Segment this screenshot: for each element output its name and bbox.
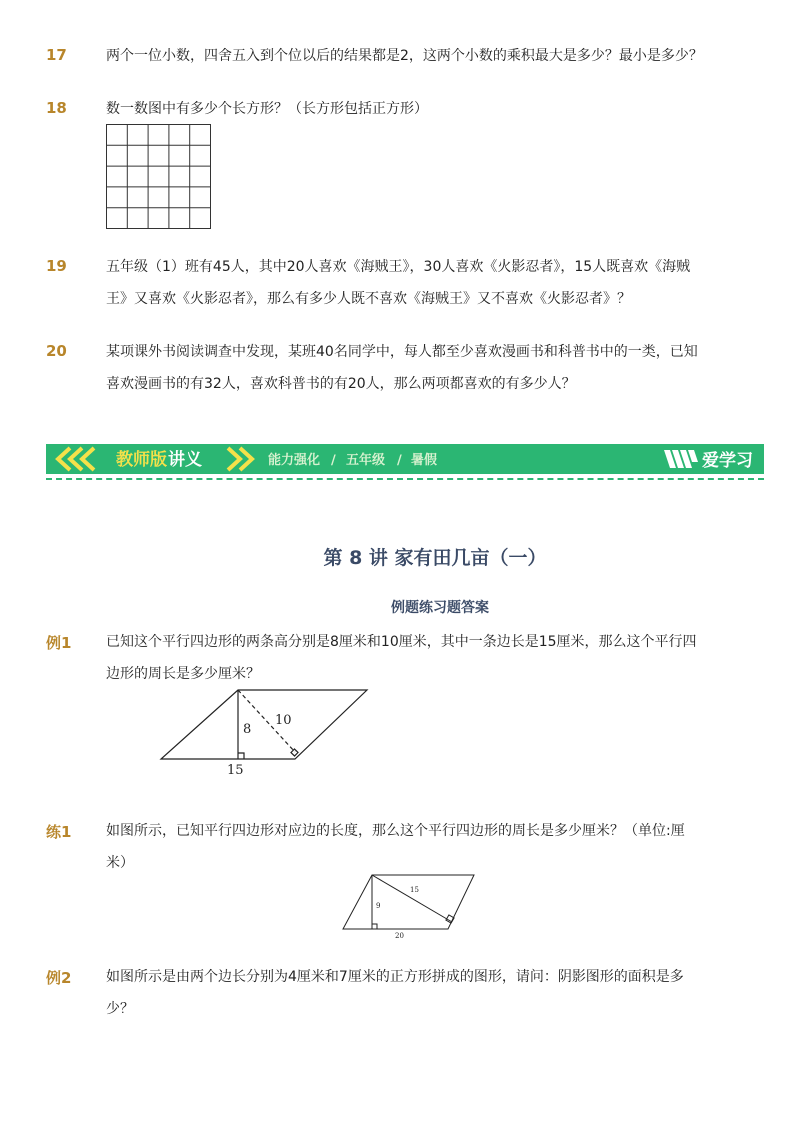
diagonal-label: 15	[410, 886, 419, 894]
breadcrumb-separator: /	[331, 453, 336, 468]
text-line: 某项课外书阅读调查中发现，某班40名同学中，每人都至少喜欢漫画书和科普书中的一类，已知	[106, 344, 698, 360]
breadcrumb-ability: 能力强化	[268, 453, 321, 468]
example-label: 例1	[46, 634, 72, 652]
text-line: 少？	[106, 1001, 134, 1017]
example-text	[106, 626, 736, 690]
problem-number: 20	[46, 342, 67, 360]
grid-figure	[106, 124, 212, 230]
problem-text	[106, 251, 736, 315]
banner-title-b: 讲义	[168, 450, 202, 470]
text-line: 已知这个平行四边形的两条高分别是8厘米和10厘米，其中一条边长是15厘米，那么这个平行四	[106, 634, 697, 650]
example-label: 例2	[46, 969, 72, 987]
parallelogram-figure-2	[340, 872, 480, 942]
problem-text	[106, 336, 736, 400]
height-label: 9	[376, 902, 381, 910]
text-line: 如图所示是由两个边长分别为4厘米和7厘米的正方形拼成的图形，请问：阴影图形的面积是多	[106, 969, 684, 985]
text-line: 边形的周长是多少厘米？	[106, 666, 260, 682]
lecture-title: 第 8 讲 家有田几亩（一）	[323, 547, 547, 569]
base-label: 15	[227, 763, 244, 778]
height-label: 8	[243, 722, 252, 737]
parallelogram-figure-1	[155, 686, 375, 778]
breadcrumb-season: 暑假	[411, 453, 438, 468]
text-line: 五年级（1）班有45人，其中20人喜欢《海贼王》，30人喜欢《火影忍者》，15人既喜欢《海贼	[106, 259, 691, 275]
problem-text: 两个一位小数，四舍五入到个位以后的结果都是2，这两个小数的乘积最大是多少？最小是多少？	[106, 48, 703, 64]
breadcrumb-grade: 五年级	[346, 453, 386, 468]
text-line: 米）	[106, 855, 134, 871]
problem-number: 19	[46, 257, 67, 275]
base-label: 20	[395, 932, 404, 940]
example-text	[106, 961, 736, 1025]
banner-divider	[46, 478, 764, 480]
problem-number: 18	[46, 99, 67, 117]
practice-text	[106, 815, 736, 879]
section-title: 例题练习题答案	[391, 600, 489, 616]
breadcrumb-separator: /	[397, 453, 402, 468]
banner-title-a: 教师版	[116, 450, 167, 470]
height-label: 10	[275, 713, 292, 728]
text-line: 如图所示，已知平行四边形对应边的长度，那么这个平行四边形的周长是多少厘米？（单位:厘	[106, 823, 685, 839]
problem-text: 数一数图中有多少个长方形？（长方形包括正方形）	[106, 101, 428, 117]
text-line: 王》又喜欢《火影忍者》，那么有多少人既不喜欢《海贼王》又不喜欢《火影忍者》？	[106, 291, 631, 307]
problem-number: 17	[46, 46, 67, 64]
brand-name: 爱学习	[702, 451, 753, 471]
section-banner	[46, 444, 764, 474]
practice-label: 练1	[46, 823, 72, 841]
text-line: 喜欢漫画书的有32人，喜欢科普书的有20人，那么两项都喜欢的有多少人？	[106, 376, 576, 392]
